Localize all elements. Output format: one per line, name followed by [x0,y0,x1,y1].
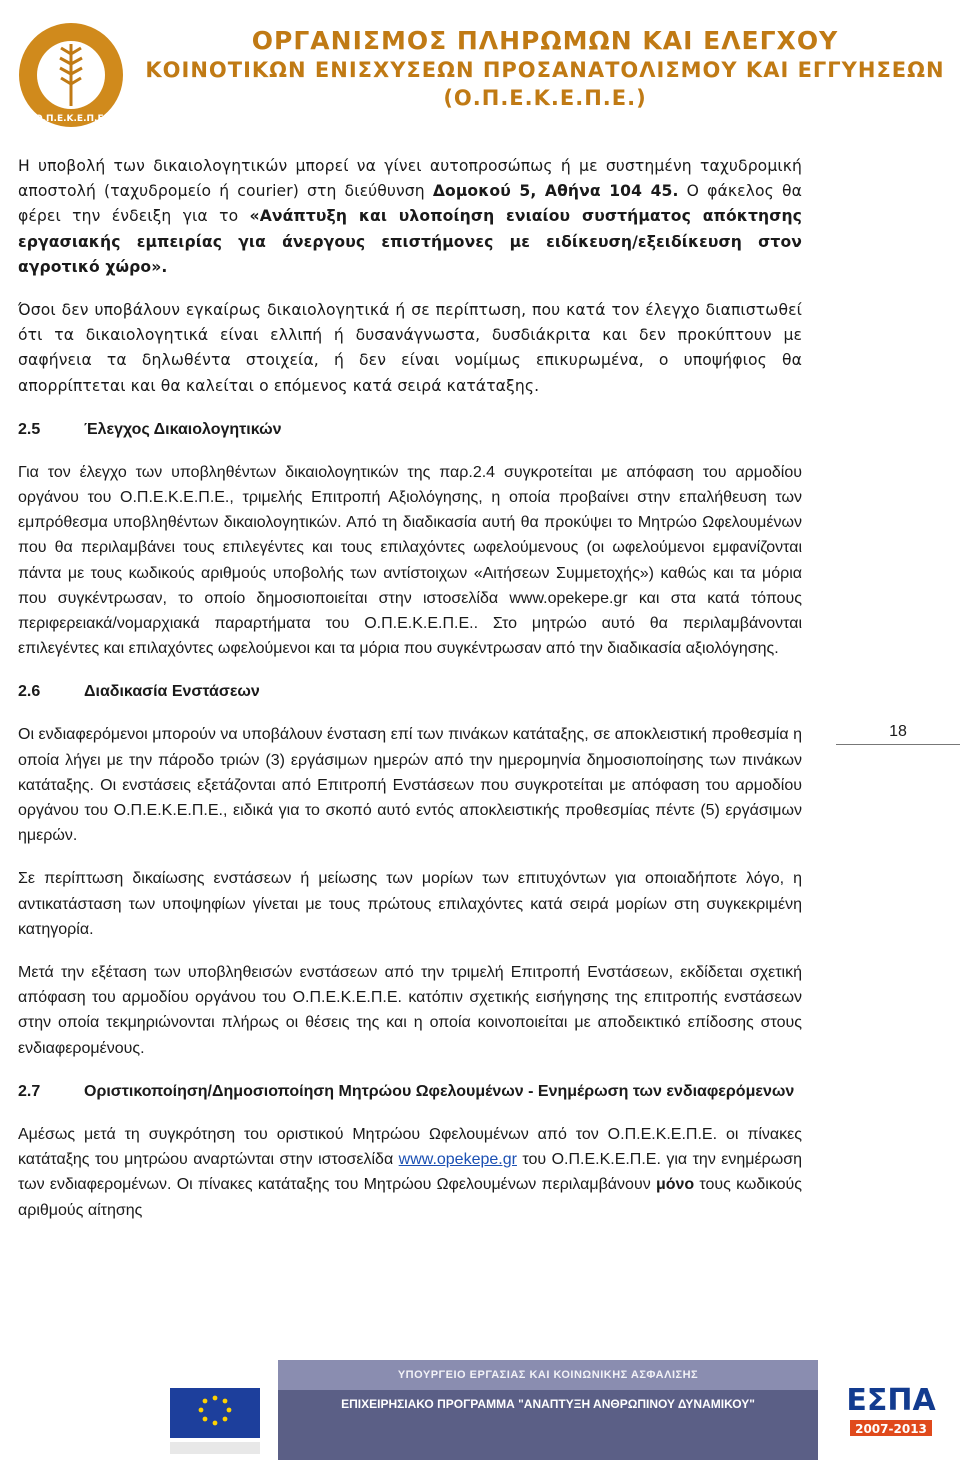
section-2-5-heading: 2.5 Έλεγχος Δικαιολογητικών [18,420,282,438]
paragraph-publication: Αμέσως μετά τη συγκρότηση του οριστικού Μητρώου Ωφελουμένων από τον Ο.Π.Ε.Κ.Ε.Π.Ε. οι πίνακες κατάταξης του μητρώου αναρτώνται στην ιστοσελίδα www.opekepe.gr του Ο.Π.Ε.Κ.Ε.Π.Ε. για την ενημέρωση των ενδιαφερομένων. Οι πίνακες κατάταξης του Μητρώου Ωφελουμένων περιλαμβάνουν μόνο τους κωδικούς αριθμούς αίτησης [18,1125,803,1219]
operational-programme-banner [278,1360,818,1460]
paragraph-rejection: Όσοι δεν υποβάλουν εγκαίρως δικαιολογητικά ή σε περίπτωση, που κατά τον έλεγχο διαπιστωθεί ότι τα δικαιολογητικά είναι ελλιπή ή δυσανάγνωστα, δυσδιάκριτα και δεν προκύπτουν με σαφήνεια τα δηλωθέντα στοιχεία, ή δεν είναι νομίμως επικυρωμένα, ο υποψήφιος θα απορρίπτεται και θα καλείται ο επόμενος κατά σειρά κατάταξης. [18,301,802,395]
page-header [0,0,960,140]
opekepe-logo-icon [16,20,126,130]
opekepe-website-link[interactable]: www.opekepe.gr [398,1151,517,1169]
eu-flag-icon [170,1388,260,1454]
org-line-1: ΟΡΓΑΝΙΣΜΟΣ ΠΛΗΡΩΜΩΝ ΚΑΙ ΕΛΕΓΧΟΥ [251,26,839,55]
programme-label: ΕΠΙΧΕΙΡΗΣΙΑΚΟ ΠΡΟΓΡΑΜΜΑ "ΑΝΑΠΤΥΞΗ ΑΝΘΡΩΠΙΝΟΥ ΔΥΝΑΜΙΚΟΥ" [341,1397,755,1411]
org-line-2: ΚΟΙΝΟΤΙΚΩΝ ΕΝΙΣΧΥΣΕΩΝ ΠΡΟΣΑΝΑΤΟΛΙΣΜΟΥ ΚΑΙ ΕΓΓΥΗΣΕΩΝ [145,58,945,82]
document-body [18,154,802,1223]
page-footer [0,1352,960,1464]
paragraph-replacement: Σε περίπτωση δικαίωσης ενστάσεων ή μείωσης των μορίων των επιτυχόντων για οποιαδήποτε λόγο, η αντικατάσταση των υποψηφίων γίνεται με τους πρώτους επιλαχόντες κατά σειρά μορίων στη συγκεκριμένη κατηγορία. [18,870,802,938]
section-2-6-heading: 2.6 Διαδικασία Ενστάσεων [18,683,260,701]
espa-logo-text: ΕΣΠΑ [846,1383,936,1418]
paragraph-control: Για τον έλεγχο των υποβληθέντων δικαιολογητικών της παρ.2.4 συγκροτείται με απόφαση του αρμοδίου οργάνου του Ο.Π.Ε.Κ.Ε.Π.Ε., τριμελής Επιτροπή Αξιολόγησης, η οποία προβαίνει στην επαλήθευση των εμπρόθεσμα υποβληθέντων δικαιολογητικών. Από τη διαδικασία αυτή θα προκύψει το Μητρώο Ωφελουμένων που θα περιλαμβάνει τους επιλεγέντες και τους επιλαχόντες ωφελούμενους (οι ωφελούμενοι εμφανίζονται πάντα με τους κωδικούς αριθμούς υποβολής των αντίστοιχων «Αιτήσεων Συμμετοχής») καθώς και τα μόρια που συγκέντρωσαν, το οποίο δημοσιοποιείται στην ιστοσελίδα www.opekepe.gr και στα κατά τόπους περιφερειακά/νομαρχιακά παραρτήματα του Ο.Π.Ε.Κ.Ε.Π.Ε.. Στο μητρώο αυτό θα περιλαμβάνονται επιλεγέντες και επιλαχόντες ωφελούμενοι και τα μόρια που συγκέντρωσαν από την διαδικασία αξιολόγησης. [18,463,802,658]
page-number: 18 [836,720,960,745]
espa-years: 2007-2013 [855,1422,927,1436]
paragraph-decision: Μετά την εξέταση των υποβληθεισών ενστάσεων από την τριμελή Επιτροπή Ενστάσεων, εκδίδεται σχετική απόφαση του αρμοδίου οργάνου του Ο.Π.Ε.Κ.Ε.Π.Ε. κατόπιν σχετικής εισήγησης της επιτροπής ενστάσεων στην οποία τεκμηριώνονται πλήρως οι θέσεις της και η οποία κοινοποιείται με αποδεικτικό επίδοσης στους ενδιαφερομένους. [18,964,802,1057]
paragraph-objections: Οι ενδιαφερόμενοι μπορούν να υποβάλουν ένσταση επί των πινάκων κατάταξης, σε αποκλειστική προθεσμία η οποία λήγει με την πάροδο τριών (3) εργάσιμων ημερών από την ημερομηνία δημοσιοποίησης των πινάκων κατάταξης. Οι ενστάσεις εξετάζονται από Επιτροπή Ενστάσεων που συγκροτείται με απόφαση του αρμοδίου οργάνου του Ο.Π.Ε.Κ.Ε.Π.Ε., ειδικά για το σκοπό αυτό εντός αποκλειστικής προθεσμίας πέντε (5) εργάσιμων ημερών. [18,726,802,845]
paragraph-submission: Η υποβολή των δικαιολογητικών μπορεί να γίνει αυτοπροσώπως ή με συστημένη ταχυδρομική αποστολή (ταχυδρομείο ή courier) στη διεύθυνση Δομοκού 5, Αθήνα 104 45. Ο φάκελος θα φέρει την ένδειξη για το «Ανάπτυξη και υλοποίηση ενιαίου συστήματος απόκτησης εργασιακής εμπειρίας για άνεργους επιστήμονες με ειδίκευση/εξειδίκευση στον αγροτικό χώρο». [18,157,802,276]
svg-text:Ο.Π.Ε.Κ.Ε.Π.Ε.: Ο.Π.Ε.Κ.Ε.Π.Ε. [34,114,108,124]
section-2-7-heading: 2.7 Οριστικοποίηση/Δημοσιοποίηση Μητρώου Ωφελουμένων - Ενημέρωση των ενδιαφερόμενων [18,1082,795,1100]
organization-name [130,26,960,112]
espa-logo-icon [836,1366,946,1458]
org-line-3: (Ο.Π.Ε.Κ.Ε.Π.Ε.) [443,86,647,110]
ministry-label: ΥΠΟΥΡΓΕΙΟ ΕΡΓΑΣΙΑΣ ΚΑΙ ΚΟΙΝΩΝΙΚΗΣ ΑΣΦΑΛΙΣΗΣ [278,1360,818,1390]
